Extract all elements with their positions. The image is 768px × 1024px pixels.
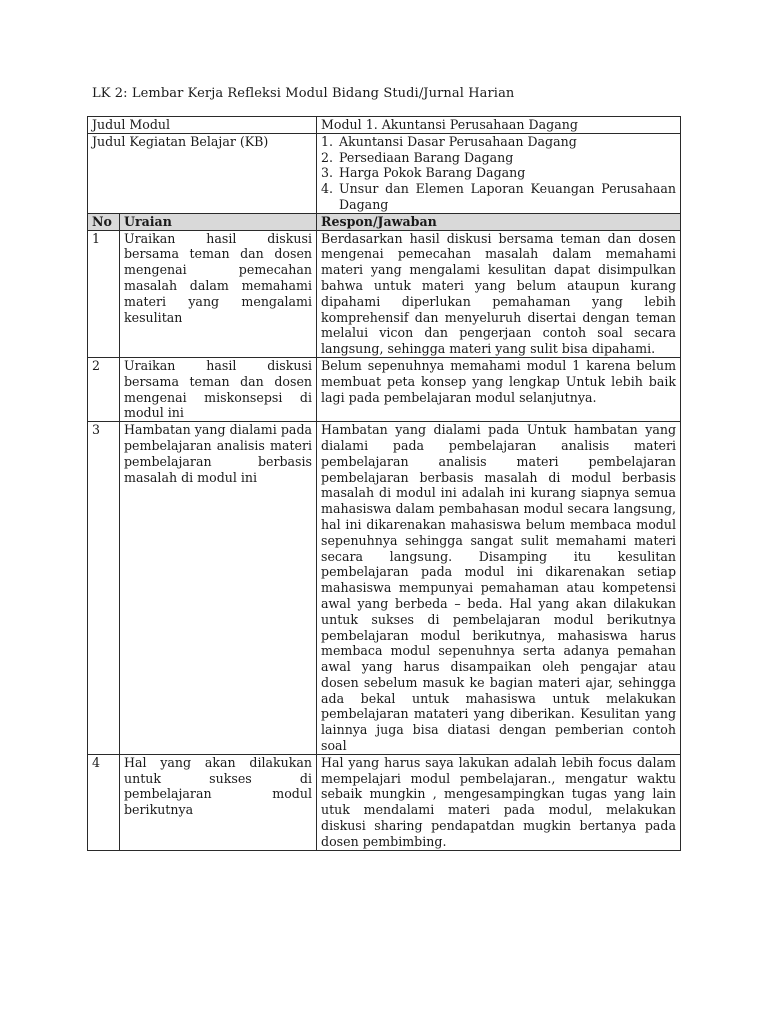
kb-item-number: 3. (321, 165, 334, 181)
table-row (88, 754, 681, 850)
row-uraian: Hambatan yang dialami pada pembelajaran analisis materi pembelajaran berbasis masalah di modul ini (120, 422, 317, 755)
kb-item (321, 165, 676, 181)
row-respon: Hal yang harus saya lakukan adalah lebih focus dalam mempelajari modul pembelajaran., mengatur waktu sebaik mungkin , mengesampingkan tugas yang lain utuk mendalami materi pada modul, melakukan diskusi sharing pendapatdan mugkin bertanya pada dosen pembimbing. (317, 754, 681, 850)
row-number: 3 (88, 422, 120, 755)
kb-item-text: Unsur dan Elemen Laporan Keuangan Perusahaan Dagang (339, 181, 677, 212)
module-title-value: Modul 1. Akuntansi Perusahaan Dagang (317, 117, 681, 134)
row-respon: Berdasarkan hasil diskusi bersama teman dan dosen mengenai pemecahan masalah dalam memahami materi yang mengalami kesulitan dapat disimpulkan bahwa untuk materi yang belum ataupun kurang dipahami diperlukan pemahaman yang lebih komprehensif dan menyeluruh disertai dengan teman melalui vicon dan pengerjaan contoh soal secara langsung, sehingga materi yang sulit bisa dipahami. (317, 230, 681, 357)
kb-item-text: Akuntansi Dasar Perusahaan Dagang (339, 133, 577, 149)
kb-item-text: Persediaan Barang Dagang (339, 149, 514, 165)
table-row (88, 230, 681, 357)
row-uraian: Hal yang akan dilakukan untuk sukses di pembelajaran modul berikutnya (120, 754, 317, 850)
kb-item (321, 150, 676, 166)
row-number: 2 (88, 357, 120, 421)
row-uraian: Uraikan hasil diskusi bersama teman dan dosen mengenai miskonsepsi di modul ini (120, 357, 317, 421)
kb-item-number: 2. (321, 149, 334, 165)
kb-item-number: 4. (321, 181, 334, 197)
row-respon: Belum sepenuhnya memahami modul 1 karena belum membuat peta konsep yang lengkap Untuk lebih baik lagi pada pembelajaran modul selanjutnya. (317, 357, 681, 421)
row-uraian: Uraikan hasil diskusi bersama teman dan dosen mengenai pemecahan masalah dalam memahami materi yang mengalami kesulitan (120, 230, 317, 357)
column-header-respon: Respon/Jawaban (317, 213, 681, 230)
column-header-no: No (88, 213, 120, 230)
module-title-row (88, 117, 681, 134)
learning-activity-list (321, 134, 676, 213)
module-title-label: Judul Modul (88, 117, 317, 134)
learning-activity-label: Judul Kegiatan Belajar (KB) (88, 133, 317, 213)
table-header-row (88, 213, 681, 230)
learning-activity-list-cell (317, 133, 681, 213)
kb-item-number: 1. (321, 133, 334, 149)
row-number: 4 (88, 754, 120, 850)
table-row (88, 357, 681, 421)
table-row (88, 422, 681, 755)
column-header-uraian: Uraian (120, 213, 317, 230)
kb-item-text: Harga Pokok Barang Dagang (339, 165, 526, 181)
reflection-table (87, 116, 681, 851)
kb-item (321, 181, 676, 213)
learning-activity-row (88, 133, 681, 213)
page-heading: LK 2: Lembar Kerja Refleksi Modul Bidang Studi/Jurnal Harian (92, 86, 515, 101)
row-number: 1 (88, 230, 120, 357)
row-respon: Hambatan yang dialami pada Untuk hambatan yang dialami pada pembelajaran analisis materi pembelajaran analisis materi pembelajaran pembelajaran berbasis masalah di modul berbasis masalah di modul ini adalah ini kurang siapnya semua mahasiswa dalam pembahasan modul secara langsung, hal ini dikarenakan mahasiswa belum membaca modul sepenuhnya sehingga sangat sulit memahami materi secara langsung. Disamping itu kesulitan pembelajaran pada modul ini dikarenakan setiap mahasiswa mempunyai pemahaman atau kompetensi awal yang berbeda – beda. Hal yang akan dilakukan untuk sukses di pembelajaran modul berikutnya pembelajaran modul berikutnya, mahasiswa harus membaca modul sepenuhnya serta adanya pemahan awal yang harus disampaikan oleh pengajar atau dosen sebelum masuk ke bagian materi ajar, sehingga ada bekal untuk mahasiswa untuk melakukan pembelajaran matateri yang diberikan. Kesulitan yang lainnya juga bisa diatasi dengan pemberian contoh soal (317, 422, 681, 755)
kb-item (321, 134, 676, 150)
